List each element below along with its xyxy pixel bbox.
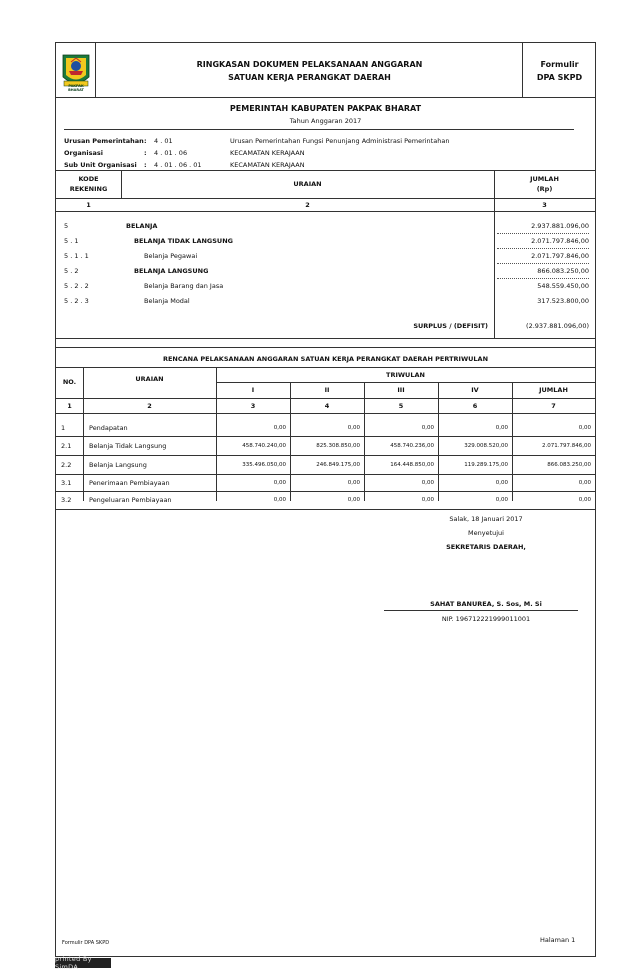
col-header-rp: (Rp) (536, 185, 553, 193)
row-jumlah: 866.083.250,00 (537, 267, 589, 275)
col-header-q3: III (397, 385, 405, 394)
col-number: 4 (324, 401, 330, 410)
row-jumlah: 2.071.797.846,00 (531, 252, 589, 260)
info-colon: : (144, 161, 147, 169)
signature-line (384, 610, 578, 611)
row-q4: 0,00 (495, 480, 508, 486)
government-block (56, 99, 595, 125)
row-q4: 0,00 (495, 425, 508, 431)
logo-caption: PAKPAK BHARAT (68, 84, 84, 92)
row-uraian: Belanja Modal (144, 297, 190, 305)
page-number: Halaman 1 (540, 936, 576, 944)
dotted-line (497, 248, 589, 249)
row-kode: 5 . 1 . 1 (64, 252, 89, 260)
row-no: 2.1 (61, 442, 72, 450)
col-header-jumlah: JUMLAH (539, 385, 568, 394)
col-number: 3 (542, 200, 547, 209)
budget-year: Tahun Anggaran 2017 (289, 117, 362, 125)
form-line-2: DPA SKPD (536, 72, 583, 82)
row-uraian: Pengeluaran Pembiayaan (89, 496, 172, 504)
col-number: 3 (250, 401, 256, 410)
triwulan-subline (216, 382, 595, 383)
row-uraian: Penerimaan Pembiayaan (89, 479, 170, 487)
row-kode: 5 . 1 (64, 237, 79, 245)
col-header-rekening: REKENING (69, 185, 108, 193)
info-code: 4 . 01 . 06 (154, 149, 188, 157)
signer-name: SAHAT BANUREA, S. Sos, M. Si (430, 600, 542, 608)
row-jumlah: 0,00 (578, 497, 591, 503)
form-line-1: Formulir (540, 59, 579, 69)
table2-row-line (56, 455, 595, 456)
place-date: Salak, 18 Januari 2017 (449, 515, 523, 523)
col-header-uraian: URAIAN (135, 375, 164, 383)
col-header-q1: I (251, 385, 255, 394)
table1-col-divider (494, 170, 495, 338)
row-q2: 0,00 (347, 497, 360, 503)
info-label: Urusan Pemerintahan (64, 137, 144, 145)
row-jumlah: 866.083.250,00 (547, 462, 591, 468)
row-uraian: BELANJA LANGSUNG (134, 267, 209, 275)
col-number: 6 (472, 401, 478, 410)
row-q1: 458.740.240,00 (242, 443, 286, 449)
row-jumlah: 317.523.800,00 (537, 297, 589, 305)
row-q1: 0,00 (273, 425, 286, 431)
surplus-value: (2.937.881.096,00) (526, 322, 589, 330)
info-code: 4 . 01 (154, 137, 173, 145)
government-name: PEMERINTAH KABUPATEN PAKPAK BHARAT (229, 104, 422, 113)
info-row (64, 147, 584, 159)
row-jumlah: 2.071.797.846,00 (531, 237, 589, 245)
row-no: 2.2 (61, 461, 72, 469)
table2-row-line (56, 491, 595, 492)
row-no: 3.1 (61, 479, 72, 487)
row-q2: 246.849.175,00 (316, 462, 360, 468)
col-number: 7 (551, 401, 556, 410)
row-jumlah: 0,00 (578, 480, 591, 486)
row-q3: 164.448.850,00 (390, 462, 434, 468)
dotted-line (497, 263, 589, 264)
info-row (64, 135, 584, 147)
table1-bottom-line (56, 338, 595, 339)
col-header-jumlah: JUMLAH (530, 175, 559, 183)
row-jumlah: 548.559.450,00 (537, 282, 589, 290)
table2-row-line (56, 436, 595, 437)
row-q2: 0,00 (347, 480, 360, 486)
table1-number-line (56, 211, 595, 212)
table2-header-line (56, 398, 595, 399)
title-line-1: RINGKASAN DOKUMEN PELAKSANAAN ANGGARAN (196, 59, 423, 69)
info-colon: : (144, 149, 147, 157)
row-uraian: BELANJA (126, 222, 158, 230)
col-number: 1 (67, 401, 72, 410)
col-header-no: NO. (62, 378, 77, 386)
signer-position: SEKRETARIS DAERAH, (446, 543, 526, 551)
info-value: Urusan Pemerintahan Fungsi Penunjang Administrasi Pemerintahan (230, 137, 450, 145)
row-no: 1 (61, 424, 66, 432)
info-value: KECAMATAN KERAJAAN (230, 149, 305, 157)
dotted-line (497, 278, 589, 279)
row-q4: 329.008.520,00 (464, 443, 508, 449)
row-uraian: Belanja Langsung (89, 461, 147, 469)
row-jumlah: 0,00 (578, 425, 591, 431)
row-uraian: Belanja Barang dan Jasa (144, 282, 224, 290)
signer-nip: NIP. 196712221999011001 (441, 615, 531, 623)
document-title (97, 43, 523, 98)
col-number: 2 (305, 200, 310, 209)
title-line-2: SATUAN KERJA PERANGKAT DAERAH (228, 72, 391, 82)
row-uraian: Belanja Tidak Langsung (89, 442, 167, 450)
col-header-q2: II (324, 385, 330, 394)
info-label: Organisasi (64, 149, 103, 157)
row-kode: 5 . 2 . 2 (64, 282, 89, 290)
row-uraian: Belanja Pegawai (144, 252, 198, 260)
approve-text: Menyetujui (468, 529, 504, 537)
info-code: 4 . 01 . 06 . 01 (154, 161, 202, 169)
table2-number-line (56, 413, 595, 414)
row-jumlah: 2.071.797.846,00 (542, 443, 591, 449)
row-q3: 0,00 (421, 497, 434, 503)
table2-bottom-line (56, 509, 595, 510)
table2-title: RENCANA PELAKSANAAN ANGGARAN SATUAN KERJA PERANGKAT DAERAH PERTRIWULAN (162, 355, 489, 363)
row-no: 3.2 (61, 496, 72, 504)
col-header-triwulan: TRIWULAN (386, 370, 425, 379)
row-uraian: BELANJA TIDAK LANGSUNG (134, 237, 233, 245)
row-q1: 335.496.050,00 (242, 462, 286, 468)
info-value: KECAMATAN KERAJAAN (230, 161, 305, 169)
col-header-q4: IV (471, 385, 479, 394)
row-q1: 0,00 (273, 480, 286, 486)
row-q4: 119.289.175,00 (464, 462, 508, 468)
col-number: 5 (398, 401, 404, 410)
row-q2: 0,00 (347, 425, 360, 431)
document-header (56, 43, 595, 98)
col-number: 1 (86, 200, 91, 209)
row-kode: 5 . 2 . 3 (64, 297, 89, 305)
row-q4: 0,00 (495, 497, 508, 503)
col-header-uraian: URAIAN (293, 180, 322, 188)
table2-row-line (56, 474, 595, 475)
surplus-label: SURPLUS / (DEFISIT) (413, 322, 488, 330)
row-jumlah: 2.937.881.096,00 (531, 222, 589, 230)
divider (64, 129, 574, 130)
row-q3: 0,00 (421, 480, 434, 486)
table2-top-line (56, 347, 595, 348)
form-label (524, 43, 595, 98)
row-q2: 825.308.850,00 (316, 443, 360, 449)
info-label: Sub Unit Organisasi (64, 161, 137, 169)
organization-info (64, 135, 584, 171)
row-kode: 5 . 2 (64, 267, 79, 275)
footer-form-name: Formulir DPA SKPD (62, 940, 110, 946)
col-number: 2 (147, 401, 152, 410)
row-q1: 0,00 (273, 497, 286, 503)
info-colon: : (144, 137, 147, 145)
row-kode: 5 (64, 222, 69, 230)
col-header-kode: KODE (78, 175, 99, 183)
row-q3: 0,00 (421, 425, 434, 431)
row-uraian: Pendapatan (89, 424, 128, 432)
row-q3: 458.740.236,00 (390, 443, 434, 449)
dotted-line (497, 233, 589, 234)
document-frame (55, 42, 596, 957)
printed-by-badge: printed By SimDA (55, 958, 111, 968)
